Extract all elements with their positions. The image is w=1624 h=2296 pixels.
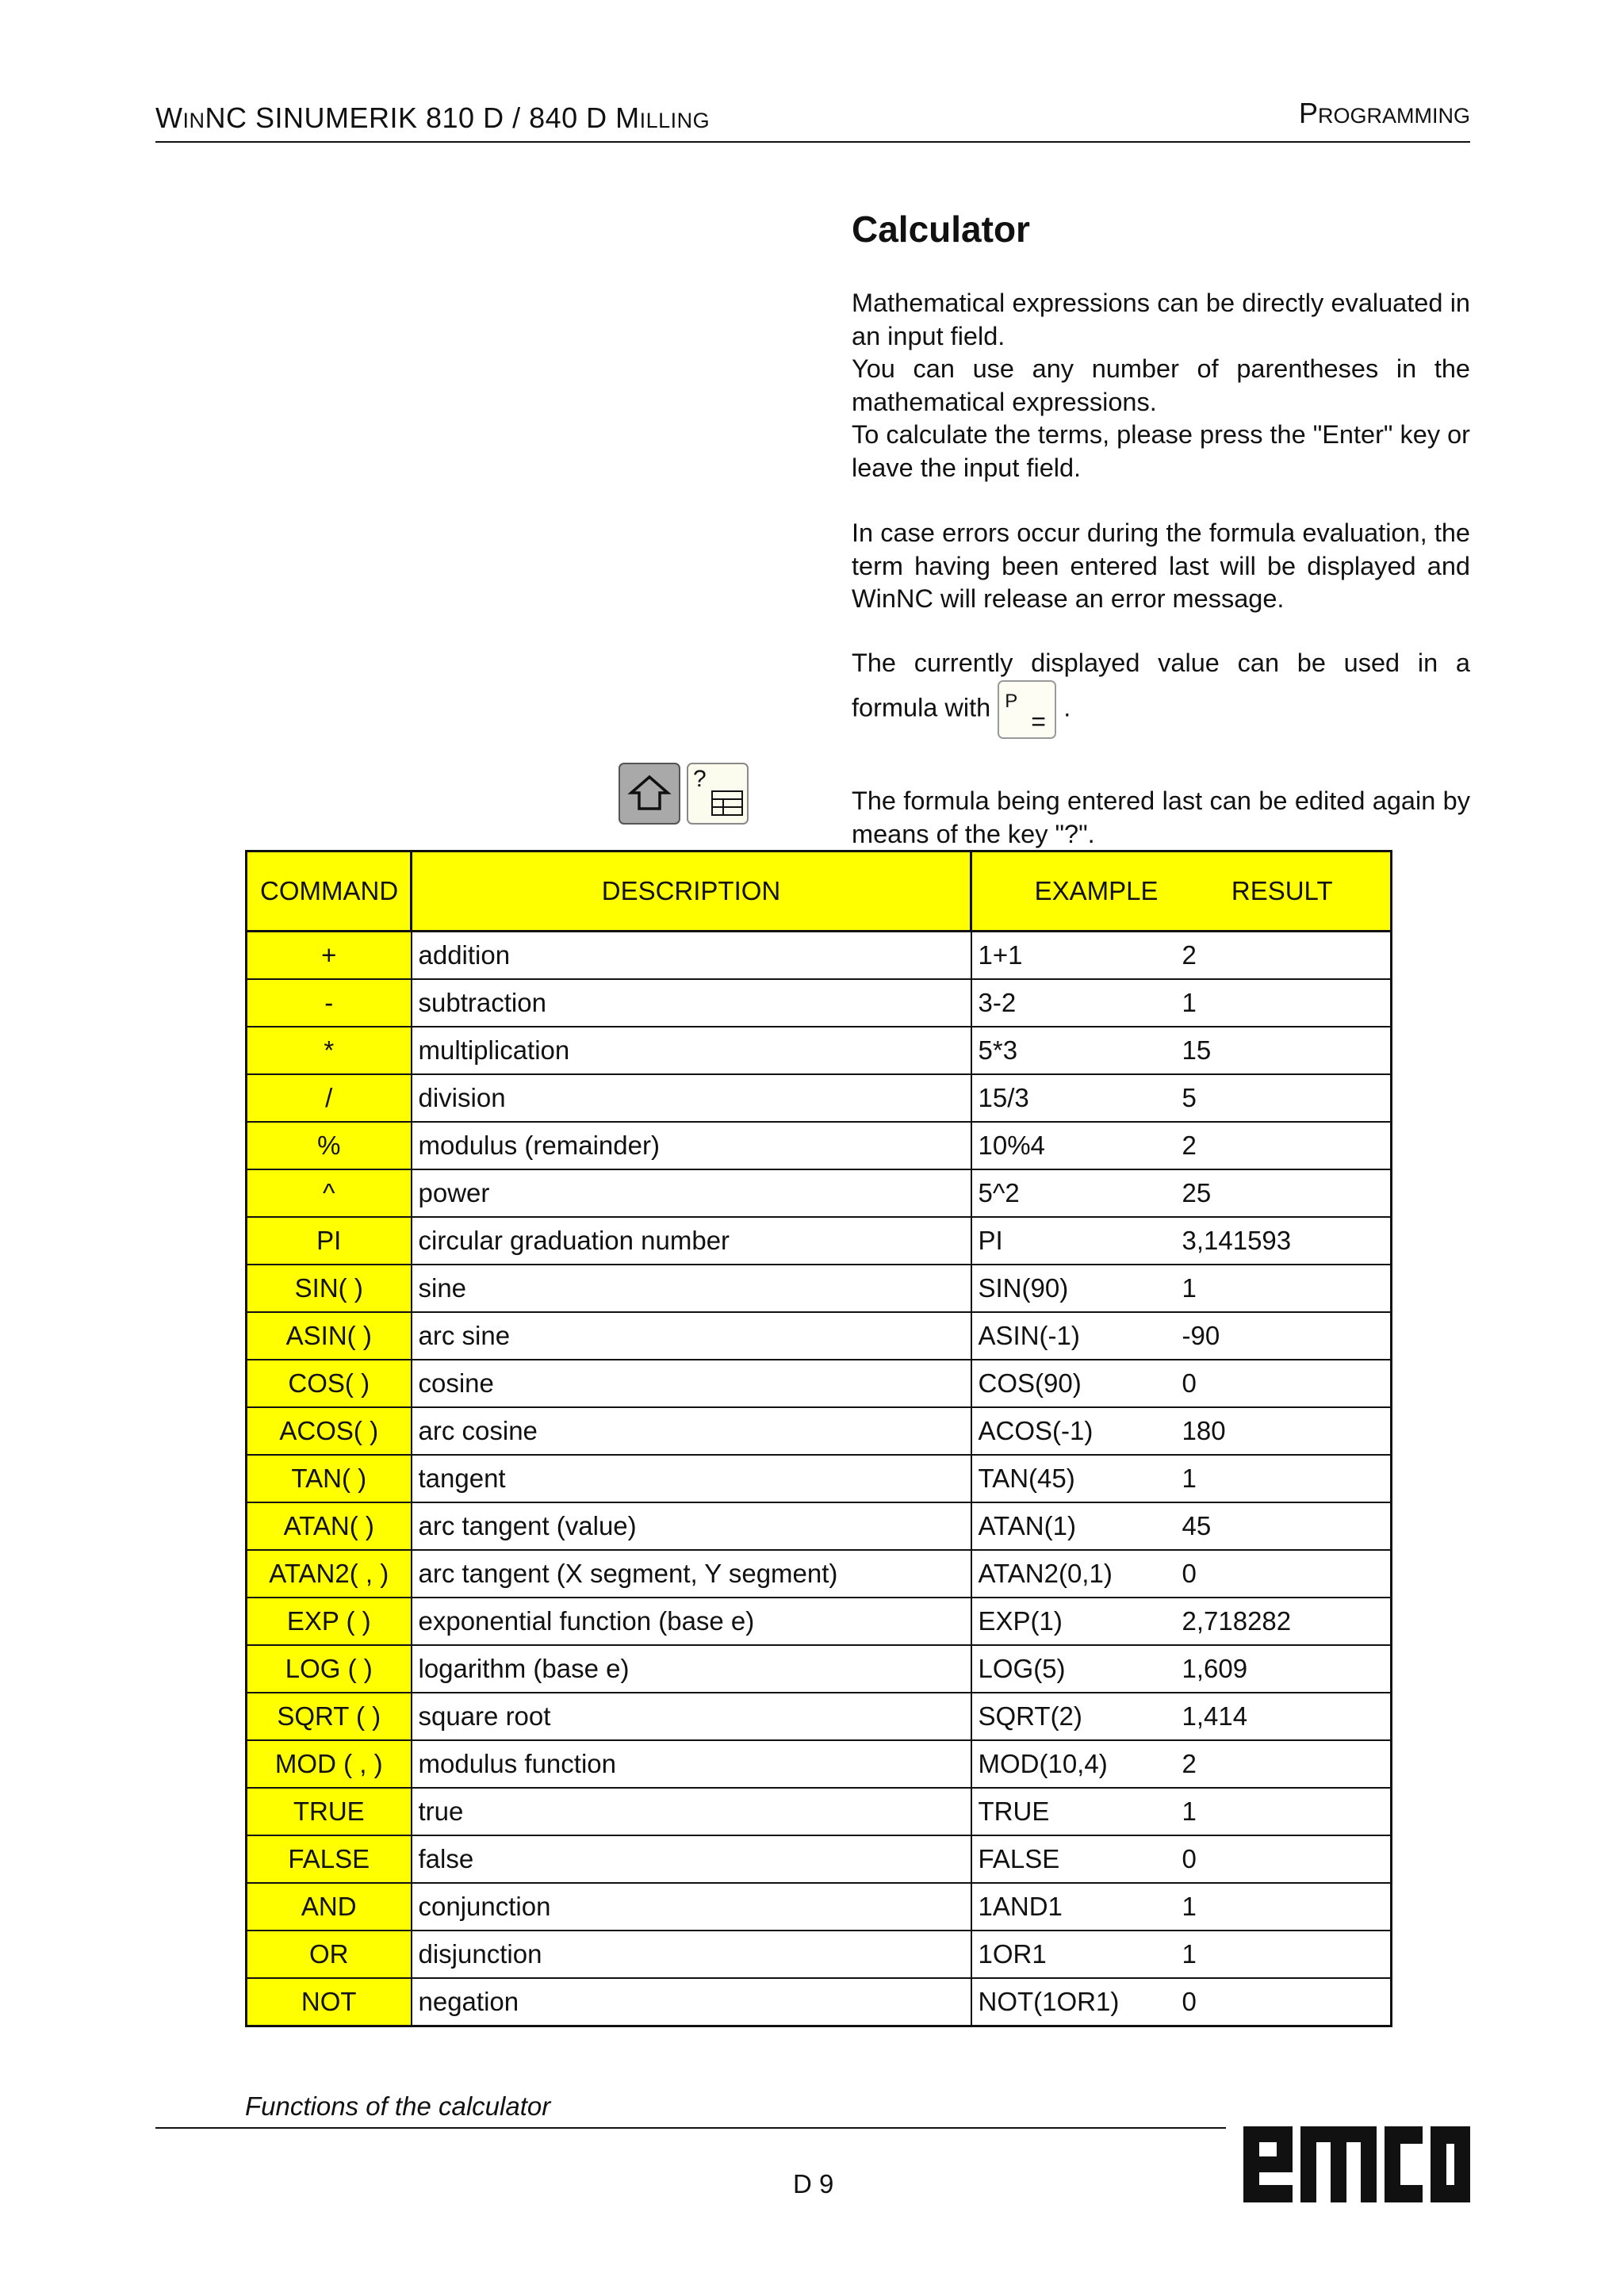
header-example: EXAMPLE: [971, 851, 1174, 932]
cell-command: ACOS( ): [247, 1407, 412, 1455]
cell-result: 5: [1174, 1074, 1392, 1122]
table-body: [247, 932, 1392, 2026]
edit-formula-paragraph: The formula being entered last can be edited again by means of the key "?".: [852, 786, 1470, 848]
cell-result: 2: [1174, 1740, 1392, 1788]
cell-example: NOT(1OR1): [971, 1978, 1174, 2026]
table-row: [247, 1169, 1392, 1217]
cell-result: 0: [1174, 1550, 1392, 1598]
cell-command: MOD ( , ): [247, 1740, 412, 1788]
footer-divider: [155, 2127, 1226, 2129]
cell-description: power: [412, 1169, 971, 1217]
header-section-segment: ROGRAMMING: [1318, 104, 1470, 128]
table-row: [247, 1550, 1392, 1598]
cell-command: NOT: [247, 1978, 412, 2026]
cell-example: 10%4: [971, 1122, 1174, 1169]
cell-description: circular graduation number: [412, 1217, 971, 1265]
cell-description: logarithm (base e): [412, 1645, 971, 1693]
header-title-segment: ILLING: [639, 109, 710, 132]
table-row: [247, 1931, 1392, 1978]
cell-example: ATAN2(0,1): [971, 1550, 1174, 1598]
cell-description: arc tangent (value): [412, 1502, 971, 1550]
table-row: [247, 1835, 1392, 1883]
cell-example: ASIN(-1): [971, 1312, 1174, 1360]
cell-description: modulus function: [412, 1740, 971, 1788]
p-equals-key-icon: [998, 680, 1056, 739]
table-row: [247, 979, 1392, 1027]
table-row: [247, 1788, 1392, 1835]
page-title: Calculator: [852, 209, 1030, 250]
cell-description: tangent: [412, 1455, 971, 1502]
cell-description: square root: [412, 1693, 971, 1740]
intro-line-1: Mathematical expressions can be directly evaluated in an input field.: [852, 289, 1470, 350]
cell-command: SIN( ): [247, 1265, 412, 1312]
cell-example: SQRT(2): [971, 1693, 1174, 1740]
header-title-segment: W: [155, 101, 183, 134]
cell-description: cosine: [412, 1360, 971, 1407]
cell-example: FALSE: [971, 1835, 1174, 1883]
cell-example: 5^2: [971, 1169, 1174, 1217]
p-equals-key-top: P: [1005, 690, 1018, 712]
cell-example: TAN(45): [971, 1455, 1174, 1502]
cell-result: 0: [1174, 1360, 1392, 1407]
cell-result: 2: [1174, 1122, 1392, 1169]
cell-result: 2,718282: [1174, 1598, 1392, 1645]
cell-command: TRUE: [247, 1788, 412, 1835]
cell-example: SIN(90): [971, 1265, 1174, 1312]
cell-description: conjunction: [412, 1883, 971, 1931]
table-row: [247, 932, 1392, 980]
table-row: [247, 1074, 1392, 1122]
cell-result: 1: [1174, 1455, 1392, 1502]
table-row: [247, 1740, 1392, 1788]
cell-example: TRUE: [971, 1788, 1174, 1835]
cell-result: 1: [1174, 1788, 1392, 1835]
header-title-segment: IN: [182, 109, 205, 132]
cell-command: *: [247, 1027, 412, 1074]
shift-arrow-icon: [620, 764, 679, 823]
cell-result: 3,141593: [1174, 1217, 1392, 1265]
table-row: [247, 1645, 1392, 1693]
cell-example: 3-2: [971, 979, 1174, 1027]
cell-result: 25: [1174, 1169, 1392, 1217]
help-window-icon: [688, 764, 747, 823]
cell-example: 1OR1: [971, 1931, 1174, 1978]
cell-description: false: [412, 1835, 971, 1883]
cell-description: disjunction: [412, 1931, 971, 1978]
table-row: [247, 1883, 1392, 1931]
table-row: [247, 1122, 1392, 1169]
cell-description: negation: [412, 1978, 971, 2026]
cell-description: exponential function (base e): [412, 1598, 971, 1645]
cell-example: 1AND1: [971, 1883, 1174, 1931]
table-row: [247, 1360, 1392, 1407]
intro-line-3: To calculate the terms, please press the "Enter" key or leave the input field.: [852, 420, 1470, 482]
header-divider: [155, 141, 1470, 143]
help-key-icon: [687, 763, 749, 825]
cell-description: true: [412, 1788, 971, 1835]
cell-example: 15/3: [971, 1074, 1174, 1122]
reuse-value-paragraph: [852, 647, 1470, 739]
cell-result: 1,414: [1174, 1693, 1392, 1740]
table-row: [247, 1598, 1392, 1645]
cell-example: EXP(1): [971, 1598, 1174, 1645]
cell-result: 2: [1174, 932, 1392, 980]
cell-description: arc sine: [412, 1312, 971, 1360]
cell-example: 5*3: [971, 1027, 1174, 1074]
cell-description: division: [412, 1074, 971, 1122]
reuse-value-text: The currently displayed value can be used in a formula with: [852, 649, 1470, 722]
cell-result: 1,609: [1174, 1645, 1392, 1693]
cell-command: TAN( ): [247, 1455, 412, 1502]
cell-result: 0: [1174, 1835, 1392, 1883]
table-row: [247, 1027, 1392, 1074]
cell-command: %: [247, 1122, 412, 1169]
header-command: COMMAND: [247, 851, 412, 932]
emco-logo: [1243, 2126, 1470, 2202]
table-row: [247, 1265, 1392, 1312]
cell-command: COS( ): [247, 1360, 412, 1407]
cell-command: AND: [247, 1883, 412, 1931]
cell-result: -90: [1174, 1312, 1392, 1360]
error-paragraph: In case errors occur during the formula evaluation, the term having been entered last will be displayed and WinNC will release an error message.: [852, 519, 1470, 613]
cell-example: PI: [971, 1217, 1174, 1265]
table-row: [247, 1978, 1392, 2026]
cell-result: 1: [1174, 1265, 1392, 1312]
page-number: D 9: [793, 2169, 834, 2198]
table-row: [247, 1217, 1392, 1265]
cell-command: ASIN( ): [247, 1312, 412, 1360]
cell-command: PI: [247, 1217, 412, 1265]
cell-description: sine: [412, 1265, 971, 1312]
cell-example: COS(90): [971, 1360, 1174, 1407]
cell-command: LOG ( ): [247, 1645, 412, 1693]
intro-paragraph: [852, 287, 1470, 484]
cell-result: 1: [1174, 979, 1392, 1027]
cell-description: subtraction: [412, 979, 971, 1027]
cell-command: ^: [247, 1169, 412, 1217]
cell-result: 180: [1174, 1407, 1392, 1455]
calculator-functions-table: [245, 850, 1392, 2027]
table-header-row: [247, 851, 1392, 932]
cell-command: /: [247, 1074, 412, 1122]
cell-example: MOD(10,4): [971, 1740, 1174, 1788]
cell-command: +: [247, 932, 412, 980]
cell-description: addition: [412, 932, 971, 980]
cell-result: 15: [1174, 1027, 1392, 1074]
cell-example: 1+1: [971, 932, 1174, 980]
cell-result: 45: [1174, 1502, 1392, 1550]
cell-example: ATAN(1): [971, 1502, 1174, 1550]
cell-command: SQRT ( ): [247, 1693, 412, 1740]
table-row: [247, 1455, 1392, 1502]
cell-example: ACOS(-1): [971, 1407, 1174, 1455]
cell-result: 1: [1174, 1883, 1392, 1931]
table-caption: Functions of the calculator: [245, 2091, 551, 2121]
table-row: [247, 1312, 1392, 1360]
cell-command: -: [247, 979, 412, 1027]
cell-description: arc tangent (X segment, Y segment): [412, 1550, 971, 1598]
shift-key-icon: [619, 763, 680, 825]
table-row: [247, 1693, 1392, 1740]
cell-command: FALSE: [247, 1835, 412, 1883]
header-title-segment: NC SINUMERIK 810 D / 840 D M: [205, 101, 640, 134]
cell-description: multiplication: [412, 1027, 971, 1074]
intro-line-2: You can use any number of parentheses in the mathematical expressions.: [852, 354, 1470, 416]
reuse-value-period: .: [1063, 693, 1071, 722]
help-key-label: ?: [693, 766, 707, 792]
table-row: [247, 1407, 1392, 1455]
cell-description: modulus (remainder): [412, 1122, 971, 1169]
header-result: RESULT: [1174, 851, 1392, 932]
cell-command: OR: [247, 1931, 412, 1978]
p-equals-key-bottom: =: [1031, 706, 1046, 736]
running-header-title: [155, 101, 710, 135]
header-description: DESCRIPTION: [412, 851, 971, 932]
table-row: [247, 1502, 1392, 1550]
cell-example: LOG(5): [971, 1645, 1174, 1693]
cell-command: EXP ( ): [247, 1598, 412, 1645]
cell-result: 0: [1174, 1978, 1392, 2026]
cell-command: ATAN( ): [247, 1502, 412, 1550]
cell-description: arc cosine: [412, 1407, 971, 1455]
header-section-segment: P: [1298, 97, 1318, 129]
running-header-section: [1299, 97, 1470, 130]
cell-result: 1: [1174, 1931, 1392, 1978]
cell-command: ATAN2( , ): [247, 1550, 412, 1598]
